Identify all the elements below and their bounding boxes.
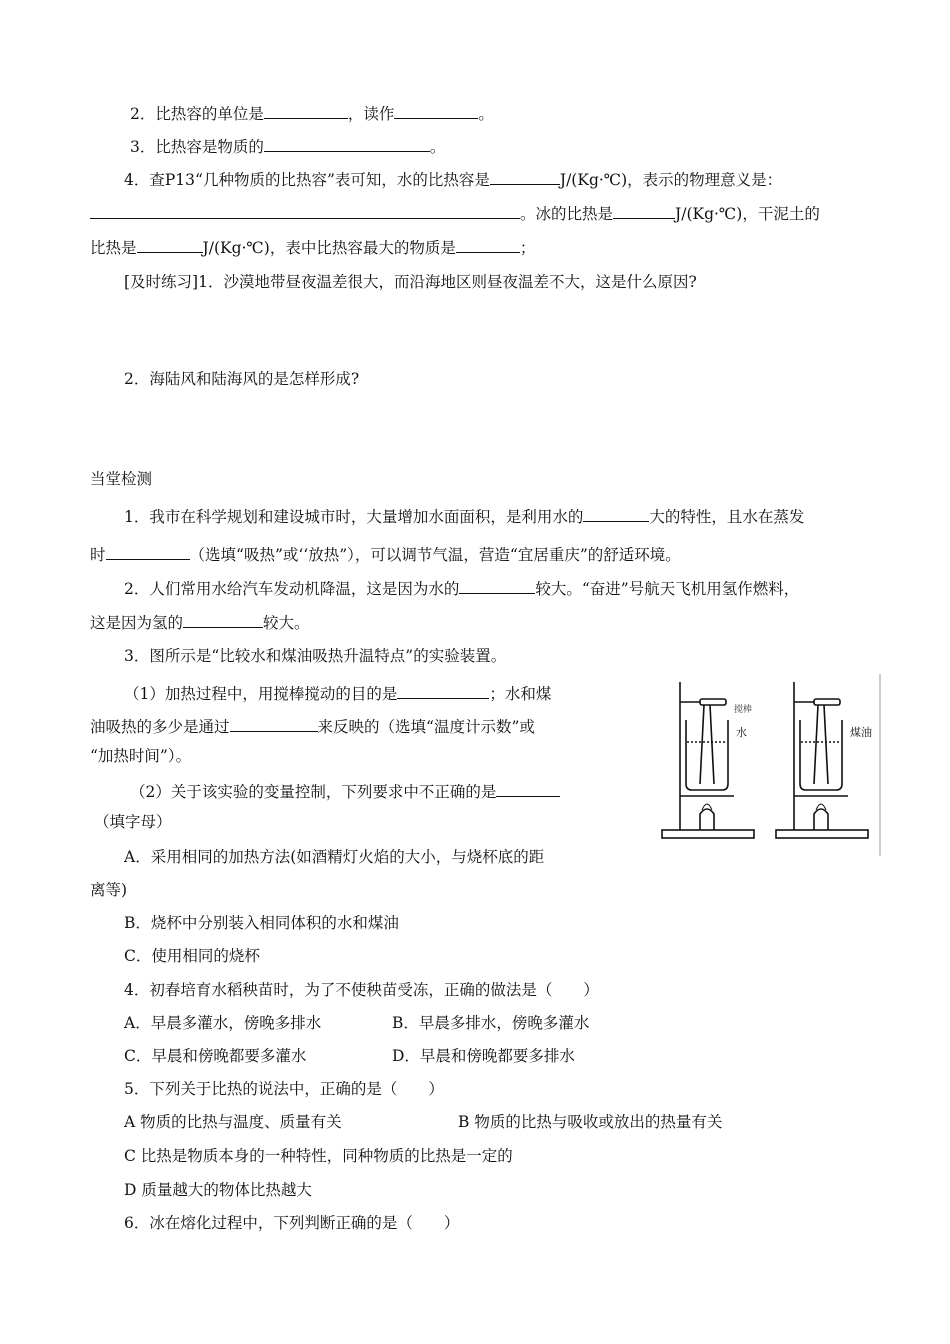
test-q4-option-d[interactable]: D．早晨和傍晚都要多排水 — [392, 1047, 575, 1065]
test-q5-option-d[interactable]: D 质量越大的物体比热越大 — [124, 1181, 312, 1199]
clamp-left — [700, 699, 726, 705]
beaker-right — [800, 720, 842, 790]
answer-blank[interactable] — [394, 102, 478, 119]
test-q5-option-a[interactable]: A 物质的比热与温度、质量有关 — [124, 1113, 342, 1131]
thermometer-left — [700, 705, 704, 784]
test-q3-p1-line-3: “加热时间”）。 — [90, 747, 192, 765]
stir-rod-left — [710, 705, 714, 784]
test-q5-option-c[interactable]: C 比热是物质本身的一种特性，同种物质的比热是一定的 — [124, 1147, 513, 1165]
answer-blank[interactable] — [613, 202, 675, 219]
q4-line-2: 。冰的比热是 J/(Kg·℃)，干泥土的 — [90, 202, 820, 224]
answer-blank[interactable] — [496, 780, 560, 797]
thermometer-right — [814, 705, 818, 784]
test-q3-intro: 3．图所示是“比较水和煤油吸热升温特点”的实验装置。 — [124, 647, 507, 665]
test-q3-p1-line-1: （1）加热过程中，用搅棒搅动的目的是 ；水和煤 — [124, 682, 551, 704]
test-q3-p2-line-2: （填字母） — [94, 813, 172, 831]
answer-blank[interactable] — [183, 611, 263, 628]
test-q1-line-2: 时 （选填“吸热”或‘‘放热”），可以调节气温，营造“宜居重庆”的舒适环境。 — [90, 543, 681, 565]
answer-blank[interactable] — [264, 102, 348, 119]
q2-line: 2．比热容的单位是 ，读作 。 — [130, 102, 494, 124]
test-q4-option-c[interactable]: C．早晨和傍晚都要多灌水 — [124, 1047, 307, 1065]
test-q3-option-a-1: A．采用相同的加热方法(如酒精灯火焰的大小，与烧杯底的距 — [124, 848, 545, 866]
base-left — [662, 830, 754, 838]
test-q3-option-c: C．使用相同的烧杯 — [124, 947, 260, 965]
test-q3-option-a-2: 离等) — [90, 881, 128, 899]
figure-label-stir: 搅棒 — [734, 705, 753, 715]
answer-blank[interactable] — [397, 682, 489, 699]
test-q4-option-a[interactable]: A．早晨多灌水，傍晚多排水 — [124, 1014, 322, 1032]
answer-blank[interactable] — [459, 577, 535, 594]
answer-blank[interactable] — [456, 236, 520, 253]
test-q2-line-1: 2．人们常用水给汽车发动机降温，这是因为水的 较大。“奋进”号航天飞机用氢作燃料， — [124, 577, 799, 599]
section-title: 当堂检测 — [90, 470, 153, 488]
clamp-right — [814, 699, 840, 705]
test-q2-line-2: 这是因为氢的 较大。 — [90, 611, 310, 633]
q4-line-1: 4．查P13“几种物质的比热容”表可知，水的比热容是 J/(Kg·℃)，表示的物理意义是： — [124, 168, 782, 190]
q4-line-3: 比热是 J/(Kg·℃)，表中比热容最大的物质是 ； — [90, 236, 535, 258]
test-q3-option-b: B．烧杯中分别装入相同体积的水和煤油 — [124, 914, 399, 932]
answer-blank[interactable] — [490, 168, 560, 185]
q3-line: 3．比热容是物质的 。 — [130, 135, 445, 157]
answer-blank[interactable] — [106, 543, 190, 560]
test-q1-line-1: 1．我市在科学规划和建设城市时，大量增加水面面积，是利用水的 大的特性，且水在蒸发 — [124, 505, 804, 527]
answer-blank[interactable] — [137, 236, 203, 253]
answer-blank[interactable] — [230, 715, 318, 732]
beaker-left — [686, 720, 728, 790]
test-q5-option-b[interactable]: B 物质的比热与吸收或放出的热量有关 — [458, 1113, 723, 1131]
practice-2: 2．海陆风和陆海风的是怎样形成? — [124, 370, 360, 388]
test-q3-p1-line-2: 油吸热的多少是通过 来反映的（选填“温度计示数”或 — [90, 715, 535, 737]
experiment-apparatus-figure — [656, 672, 882, 858]
base-right — [776, 830, 868, 838]
test-q5-stem: 5．下列关于比热的说法中，正确的是（ ） — [124, 1080, 444, 1098]
practice-1: [及时练习]1．沙漠地带昼夜温差很大，而沿海地区则昼夜温差不大，这是什么原因? — [124, 273, 697, 291]
test-q6-stem: 6．冰在熔化过程中，下列判断正确的是（ ） — [124, 1214, 460, 1232]
figure-label-water: 水 — [736, 726, 747, 739]
figure-label-kerosene: 煤油 — [850, 726, 872, 739]
test-q3-p2-line-1: （2）关于该实验的变量控制，下列要求中不正确的是 — [130, 780, 560, 802]
test-q4-option-b[interactable]: B．早晨多排水，傍晚多灌水 — [392, 1014, 590, 1032]
answer-blank[interactable] — [264, 135, 430, 152]
answer-blank[interactable] — [90, 202, 520, 219]
stir-rod-right — [824, 705, 828, 784]
answer-blank[interactable] — [583, 505, 649, 522]
test-q4-stem: 4．初春培育水稻秧苗时，为了不使秧苗受冻，正确的做法是（ ） — [124, 981, 599, 999]
